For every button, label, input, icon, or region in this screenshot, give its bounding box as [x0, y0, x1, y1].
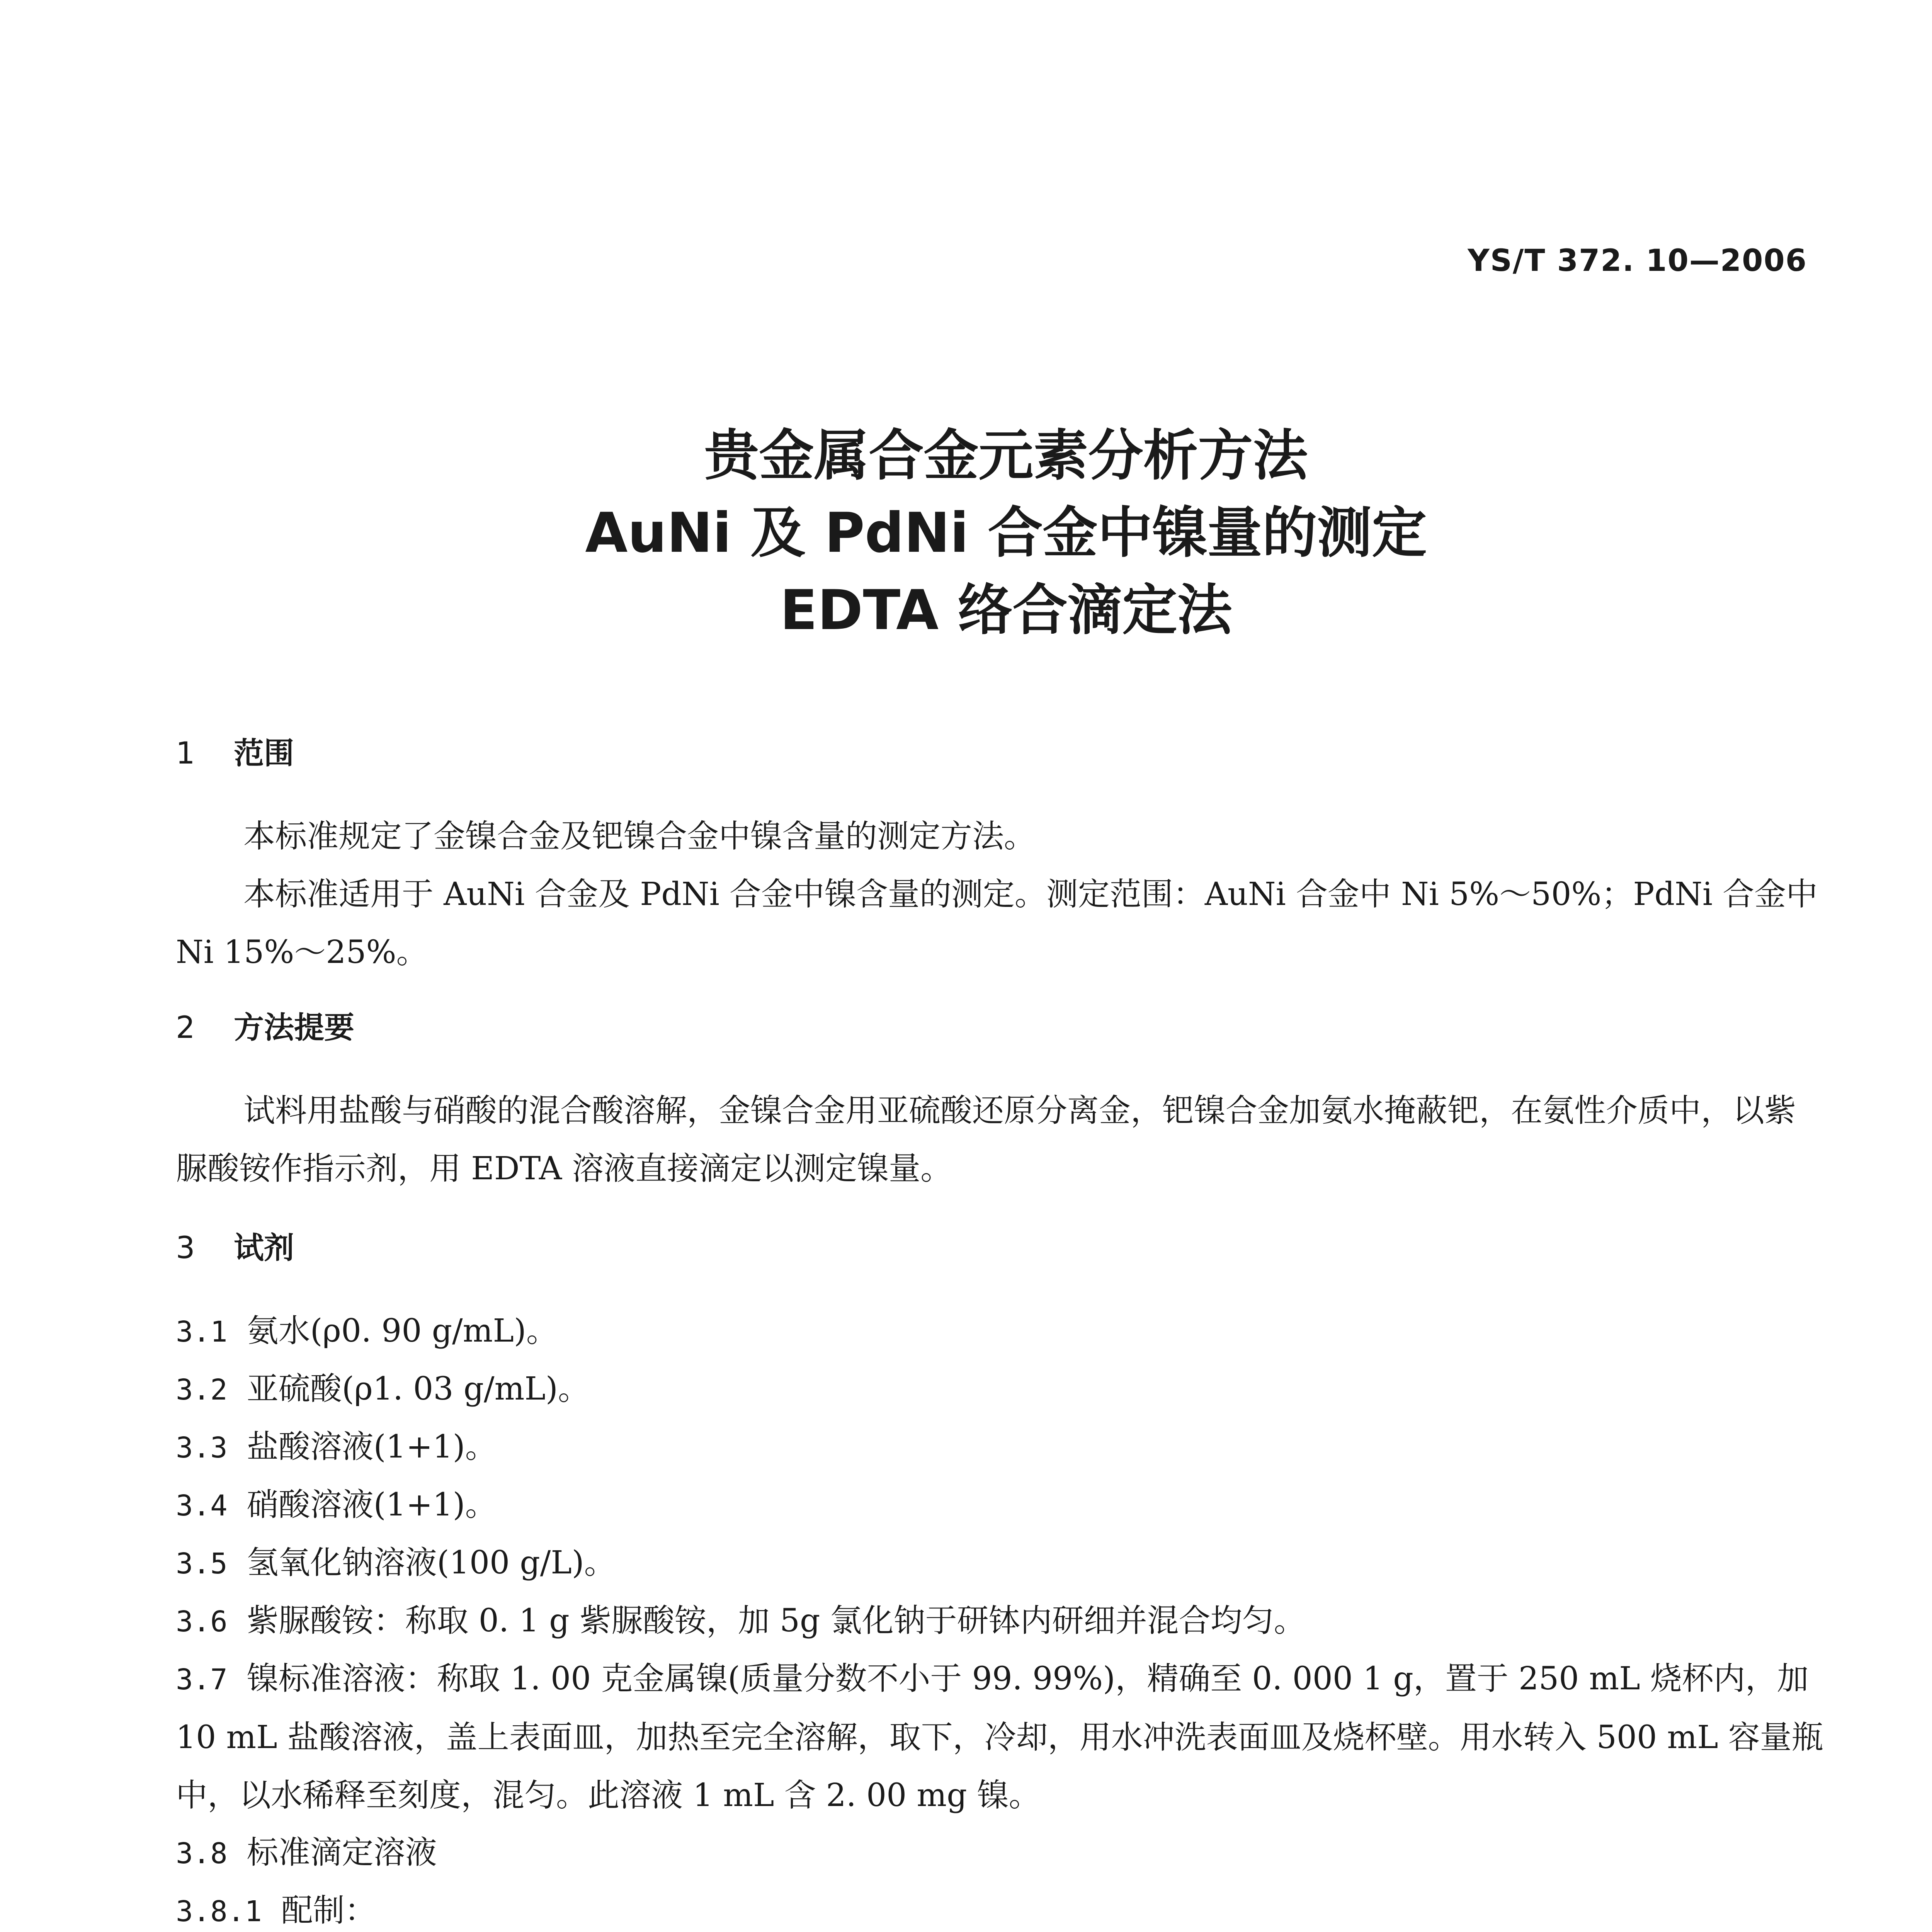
- clause-number: 3.2: [176, 1373, 228, 1406]
- clause-text: 标准滴定溶液: [247, 1834, 437, 1871]
- section-title: 方法提要: [234, 1010, 355, 1045]
- clause-number: 3.8: [176, 1837, 228, 1870]
- clause-3-4: [176, 1476, 1826, 1535]
- title-line-1: 贵金属合金元素分析方法: [704, 424, 1308, 488]
- clause-text: 镍标准溶液：称取 1. 00 克金属镍(质量分数不小于 99. 99%)，精确至 0. 000 1 g，置于 250 mL 烧杯内，加 10 mL 盐酸溶液，盖上表面皿，加热至完全溶解，取下，冷却，用水冲洗表面皿及烧杯壁。用水转入 500 mL 容量瓶中，以水稀释至刻度，混匀。此溶液 1 mL 含 2. 00 mg 镍。: [176, 1660, 1823, 1814]
- section-1-heading: [176, 734, 294, 773]
- clause-3-5: [176, 1534, 1826, 1593]
- clause-3-6: [176, 1592, 1826, 1651]
- clause-3-2: [176, 1360, 1826, 1419]
- clause-3-1: [176, 1302, 1826, 1361]
- clause-number: 3.1: [176, 1315, 228, 1349]
- clause-text: 硝酸溶液(1+1)。: [247, 1486, 497, 1523]
- clause-text: 盐酸溶液(1+1)。: [247, 1429, 497, 1465]
- clause-number: 3.3: [176, 1431, 228, 1464]
- title-line-2: AuNi 及 PdNi 合金中镍量的测定: [585, 501, 1427, 565]
- section-title: 范围: [234, 736, 294, 771]
- section-number: 3: [176, 1231, 195, 1265]
- clause-3-8: [176, 1824, 1826, 1883]
- section-number: 1: [176, 736, 195, 771]
- section-2-paragraph-1: 试料用盐酸与硝酸的混合酸溶解，金镍合金用亚硫酸还原分离金，钯镍合金加氨水掩蔽钯，在氨性介质中，以紫脲酸铵作指示剂，用 EDTA 溶液直接滴定以测定镍量。: [176, 1092, 1796, 1187]
- clause-text: 氨水(ρ0. 90 g/mL)。: [247, 1313, 558, 1349]
- clause-text: 紫脲酸铵：称取 0. 1 g 紫脲酸铵，加 5g 氯化钠于研钵内研细并混合均匀。: [247, 1602, 1306, 1639]
- clause-text: 亚硫酸(ρ1. 03 g/mL)。: [247, 1371, 590, 1407]
- clause-number: 3.5: [176, 1547, 228, 1580]
- clause-3-8-1: [176, 1882, 1826, 1932]
- title-line-3: EDTA 络合滴定法: [780, 578, 1232, 642]
- clause-number: 3.6: [176, 1605, 228, 1638]
- clause-3-3: [176, 1418, 1826, 1477]
- clause-number: 3.4: [176, 1489, 228, 1522]
- standard-code: YS/T 372. 10—2006: [1468, 243, 1807, 278]
- document-title: [0, 417, 1932, 649]
- clause-3-7: [176, 1650, 1826, 1825]
- clause-number: 3.8.1: [176, 1895, 262, 1928]
- section-number: 2: [176, 1010, 195, 1045]
- clause-number: 3.7: [176, 1663, 228, 1696]
- section-3-heading: [176, 1229, 294, 1267]
- section-title: 试剂: [234, 1231, 294, 1265]
- clause-text: 配制：: [281, 1892, 376, 1929]
- clause-text: 氢氧化钠溶液(100 g/L)。: [247, 1544, 616, 1581]
- section-2-heading: [176, 1009, 354, 1047]
- section-1-paragraph-1: 本标准规定了金镍合金及钯镍合金中镍含量的测定方法。: [243, 818, 1036, 855]
- section-1-paragraph-2: 本标准适用于 AuNi 合金及 PdNi 合金中镍含量的测定。测定范围：AuNi 合金中 Ni 5%～50%；PdNi 合金中 Ni 15%～25%。: [176, 876, 1818, 971]
